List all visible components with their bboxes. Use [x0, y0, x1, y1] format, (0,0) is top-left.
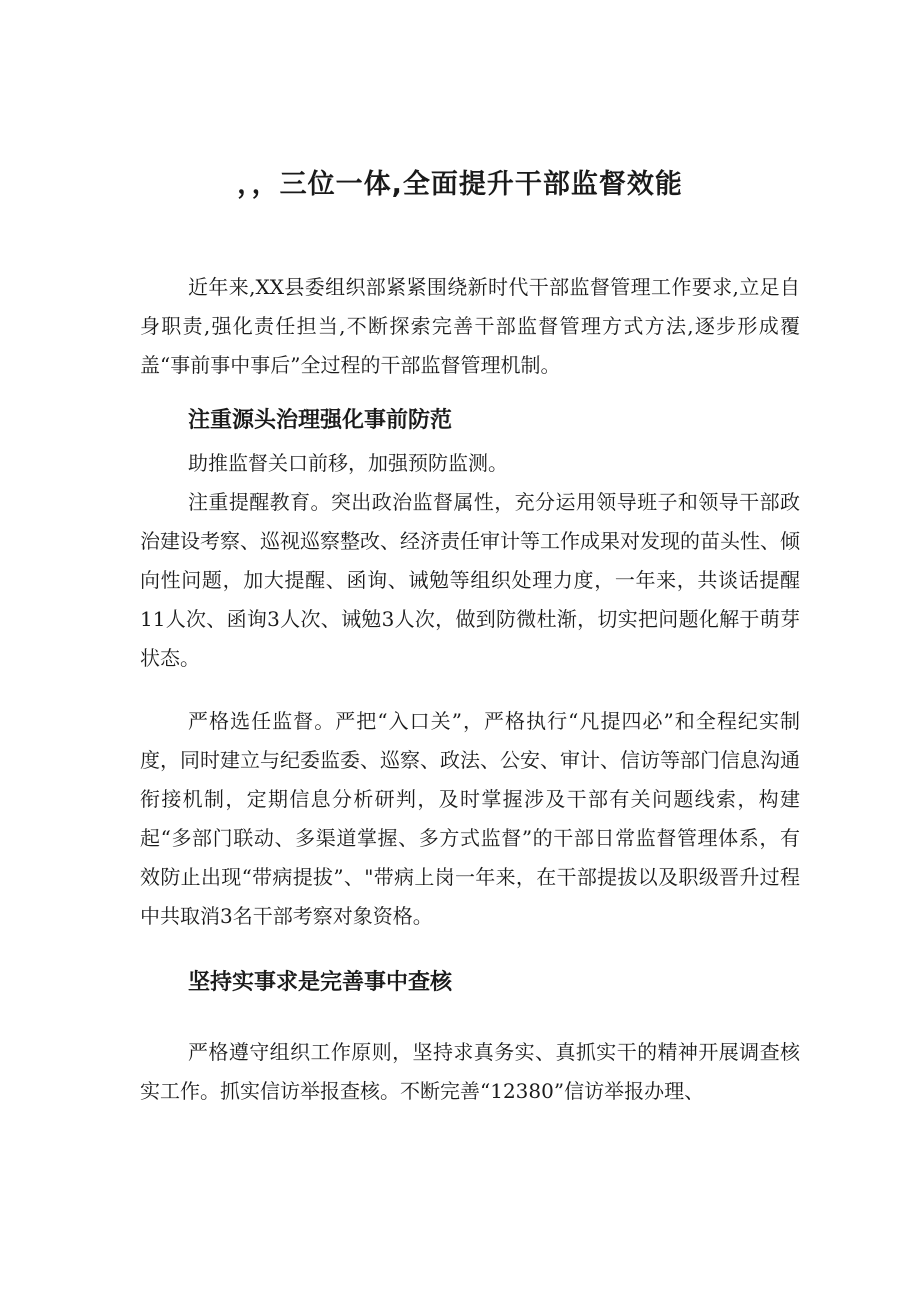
document-title: ，，三位一体,全面提升干部监督效能 — [237, 169, 683, 200]
section1-heading: 注重源头治理强化事前防范 — [188, 408, 453, 433]
section2-paragraph-1: 严格遵守组织工作原则，坚持求真务实、真抓实干的精神开展调查核实工作。抓实信访举报查核。不断完善“12380”信访举报办理、 — [140, 1040, 800, 1103]
section1-lead: 助推监督关口前移，加强预防监测。 — [188, 451, 508, 475]
intro-paragraph: 近年来,XX县委组织部紧紧围绕新时代干部监督管理工作要求,立足自身职责,强化责任担当,不断探索完善干部监督管理方式方法,逐步形成覆盖“事前事中事后”全过程的干部监督管理机制。 — [140, 275, 800, 377]
section2-heading: 坚持实事求是完善事中查核 — [188, 970, 453, 995]
section1-paragraph-2: 严格选任监督。严把“入口关”，严格执行“凡提四必”和全程纪实制度，同时建立与纪委监委、巡察、政法、公安、审计、信访等部门信息沟通衔接机制，定期信息分析研判，及时掌握涉及干部有关问题线索，构建起“多部门联动、多渠道掌握、多方式监督”的干部日常监督管理体系，有效防止出现“带病提拔”、"带病上岗一年来，在干部提拔以及职级晋升过程中共取消3名干部考察对象资格。 — [140, 709, 800, 928]
section1-paragraph-1: 注重提醒教育。突出政治监督属性，充分运用领导班子和领导干部政治建设考察、巡视巡察整改、经济责任审计等工作成果对发现的苗头性、倾向性问题，加大提醒、函询、诫勉等组织处理力度，一年来，共谈话提醒11人次、函询3人次、诫勉3人次，做到防微杜渐，切实把问题化解于萌芽状态。 — [140, 490, 800, 670]
